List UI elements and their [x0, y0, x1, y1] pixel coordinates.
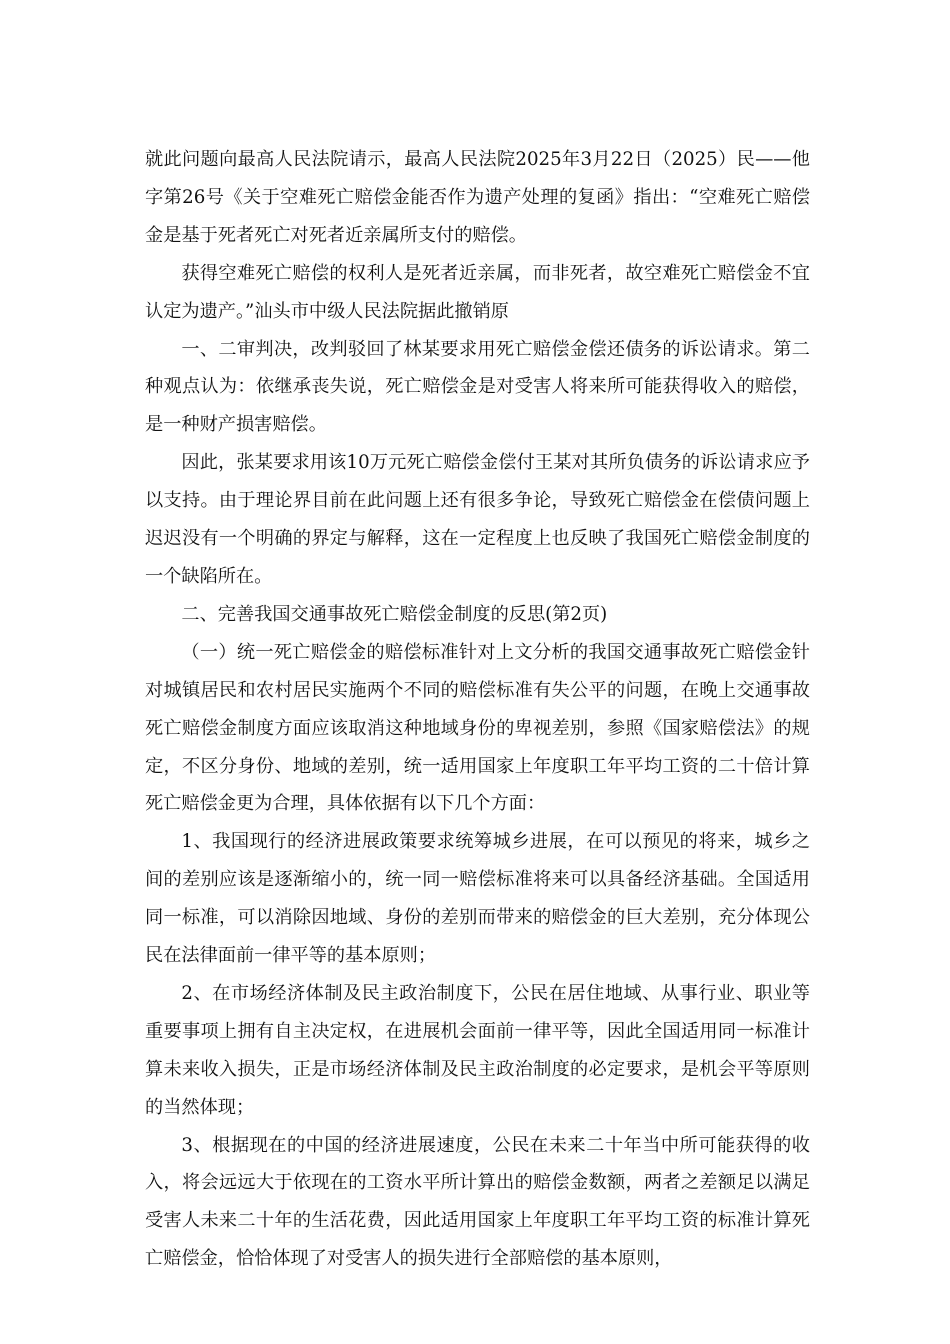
paragraph-4: 因此，张某要求用该10万元死亡赔偿金偿付王某对其所负债务的诉讼请求应予以支持。由于理论界目前在此问题上还有很多争论，导致死亡赔偿金在偿债问题上迟迟没有一个明确的界定与解释，这在一定程度上也反映了我国死亡赔偿金制度的一个缺陷所在。	[145, 452, 810, 587]
paragraph-3: 一、二审判决，改判驳回了林某要求用死亡赔偿金偿还债务的诉讼请求。第二种观点认为：依继承丧失说，死亡赔偿金是对受害人将来所可能获得收入的赔偿，是一种财产损害赔偿。	[145, 338, 810, 436]
paragraph-5: （一）统一死亡赔偿金的赔偿标准针对上文分析的我国交通事故死亡赔偿金针对城镇居民和农村居民实施两个不同的赔偿标准有失公平的问题，在晚上交通事故死亡赔偿金制度方面应该取消这种地域身份的卑视差别，参照《国家赔偿法》的规定，不区分身份、地域的差别，统一适用国家上年度职工年平均工资的二十倍计算死亡赔偿金更为合理，具体依据有以下几个方面：	[145, 641, 810, 815]
paragraph-7: 2、在市场经济体制及民主政治制度下，公民在居住地域、从事行业、职业等重要事项上拥有自主决定权，在进展机会面前一律平等，因此全国适用同一标准计算未来收入损失，正是市场经济体制及民主政治制度的必定要求，是机会平等原则的当然体现；	[145, 982, 810, 1118]
document-body	[145, 141, 810, 1278]
paragraph-1: 就此问题向最高人民法院请示，最高人民法院2025年3月22日（2025）民——他字第26号《关于空难死亡赔偿金能否作为遗产处理的复函》指出：“空难死亡赔偿金是基于死者死亡对死者近亲属所支付的赔偿。	[145, 149, 810, 246]
section-heading: 二、完善我国交通事故死亡赔偿金制度的反思(第2页)	[181, 603, 608, 625]
paragraph-2: 获得空难死亡赔偿的权利人是死者近亲属，而非死者，故空难死亡赔偿金不宜认定为遗产。”汕头市中级人民法院据此撤销原	[145, 262, 810, 322]
paragraph-6: 1、我国现行的经济进展政策要求统筹城乡进展，在可以预见的将来，城乡之间的差别应该是逐渐缩小的，统一同一赔偿标准将来可以具备经济基础。全国适用同一标准，可以消除因地域、身份的差别而带来的赔偿金的巨大差别，充分体现公民在法律面前一律平等的基本原则；	[145, 831, 810, 967]
paragraph-8: 3、根据现在的中国的经济进展速度，公民在未来二十年当中所可能获得的收入，将会远远大于依现在的工资水平所计算出的赔偿金数额，两者之差额足以满足受害人未来二十年的生活花费，因此适用国家上年度职工年平均工资的标准计算死亡赔偿金，恰恰体现了对受害人的损失进行全部赔偿的基本原则，	[145, 1134, 810, 1270]
